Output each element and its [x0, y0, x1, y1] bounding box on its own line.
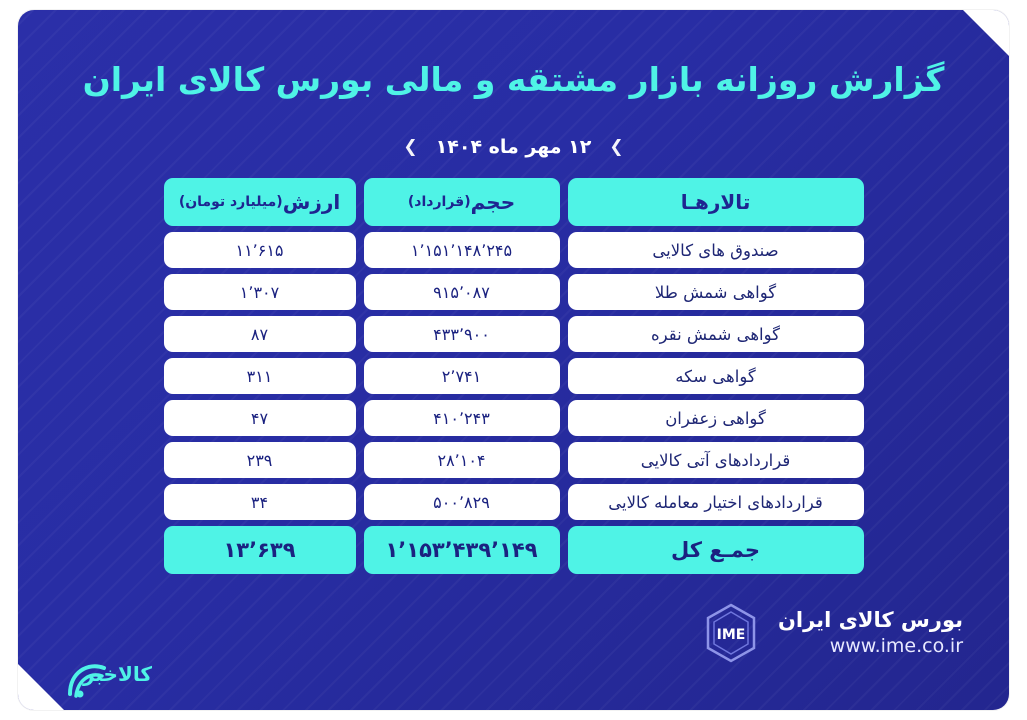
column-header-value-sub: (میلیارد تومان)	[178, 194, 283, 210]
table-total-row	[164, 526, 864, 574]
chevron-left-icon: ❯	[403, 137, 418, 157]
footer-text	[778, 606, 963, 660]
row-value: ۱۱٬۶۱۵	[164, 232, 356, 268]
ime-logo-icon	[700, 602, 762, 664]
row-volume: ۱٬۱۵۱٬۱۴۸٬۲۴۵	[364, 232, 560, 268]
report-date: ۱۲ مهر ماه ۱۴۰۴	[435, 136, 592, 158]
row-volume: ۴۱۰٬۲۴۳	[364, 400, 560, 436]
row-value: ۸۷	[164, 316, 356, 352]
svg-text:IME: IME	[716, 627, 746, 643]
date-row	[18, 136, 1009, 158]
column-header-value-label: ارزش	[282, 190, 341, 214]
chevron-right-icon: ❯	[609, 137, 624, 157]
row-hall: گواهی شمش نقره	[568, 316, 864, 352]
table-row	[164, 442, 864, 478]
corner-fold-top-right	[963, 10, 1009, 56]
table-row	[164, 484, 864, 520]
total-volume: ۱٬۱۵۳٬۴۳۹٬۱۴۹	[364, 526, 560, 574]
row-volume: ۴۳۳٬۹۰۰	[364, 316, 560, 352]
row-hall: صندوق های کالایی	[568, 232, 864, 268]
row-volume: ۹۱۵٬۰۸۷	[364, 274, 560, 310]
table-header-row	[164, 178, 864, 226]
footer	[700, 602, 963, 664]
row-value: ۲۳۹	[164, 442, 356, 478]
row-volume: ۲٬۷۴۱	[364, 358, 560, 394]
row-hall: قراردادهای آتی کالایی	[568, 442, 864, 478]
table-row	[164, 274, 864, 310]
column-header-halls: تالارهـا	[568, 178, 864, 226]
table-row	[164, 316, 864, 352]
row-hall: گواهی شمش طلا	[568, 274, 864, 310]
column-header-volume-sub: (قرارداد)	[407, 194, 471, 210]
total-label: جمـع کل	[568, 526, 864, 574]
kalakhabar-badge-label: کالاخبر	[82, 662, 152, 686]
row-value: ۴۷	[164, 400, 356, 436]
table-row	[164, 400, 864, 436]
kalakhabar-badge	[62, 654, 152, 702]
row-value: ۳۱۱	[164, 358, 356, 394]
row-hall: گواهی زعفران	[568, 400, 864, 436]
column-header-volume-label: حجم	[470, 190, 516, 214]
corner-fold-bottom-left	[18, 664, 64, 710]
row-value: ۳۴	[164, 484, 356, 520]
row-hall: قراردادهای اختیار معامله کالایی	[568, 484, 864, 520]
page-title: گزارش روزانه بازار مشتقه و مالی بورس کالای ایران	[82, 60, 945, 99]
website-url[interactable]: www.ime.co.ir	[829, 635, 963, 658]
poster-card	[18, 10, 1009, 710]
row-hall: گواهی سکه	[568, 358, 864, 394]
column-header-value	[164, 178, 356, 226]
column-header-volume	[364, 178, 560, 226]
total-value: ۱۳٬۶۳۹	[164, 526, 356, 574]
organization-name: بورس کالای ایران	[778, 608, 963, 632]
table-row	[164, 232, 864, 268]
row-volume: ۲۸٬۱۰۴	[364, 442, 560, 478]
table-row	[164, 358, 864, 394]
report-table	[164, 178, 864, 580]
row-value: ۱٬۳۰۷	[164, 274, 356, 310]
row-volume: ۵۰۰٬۸۲۹	[364, 484, 560, 520]
